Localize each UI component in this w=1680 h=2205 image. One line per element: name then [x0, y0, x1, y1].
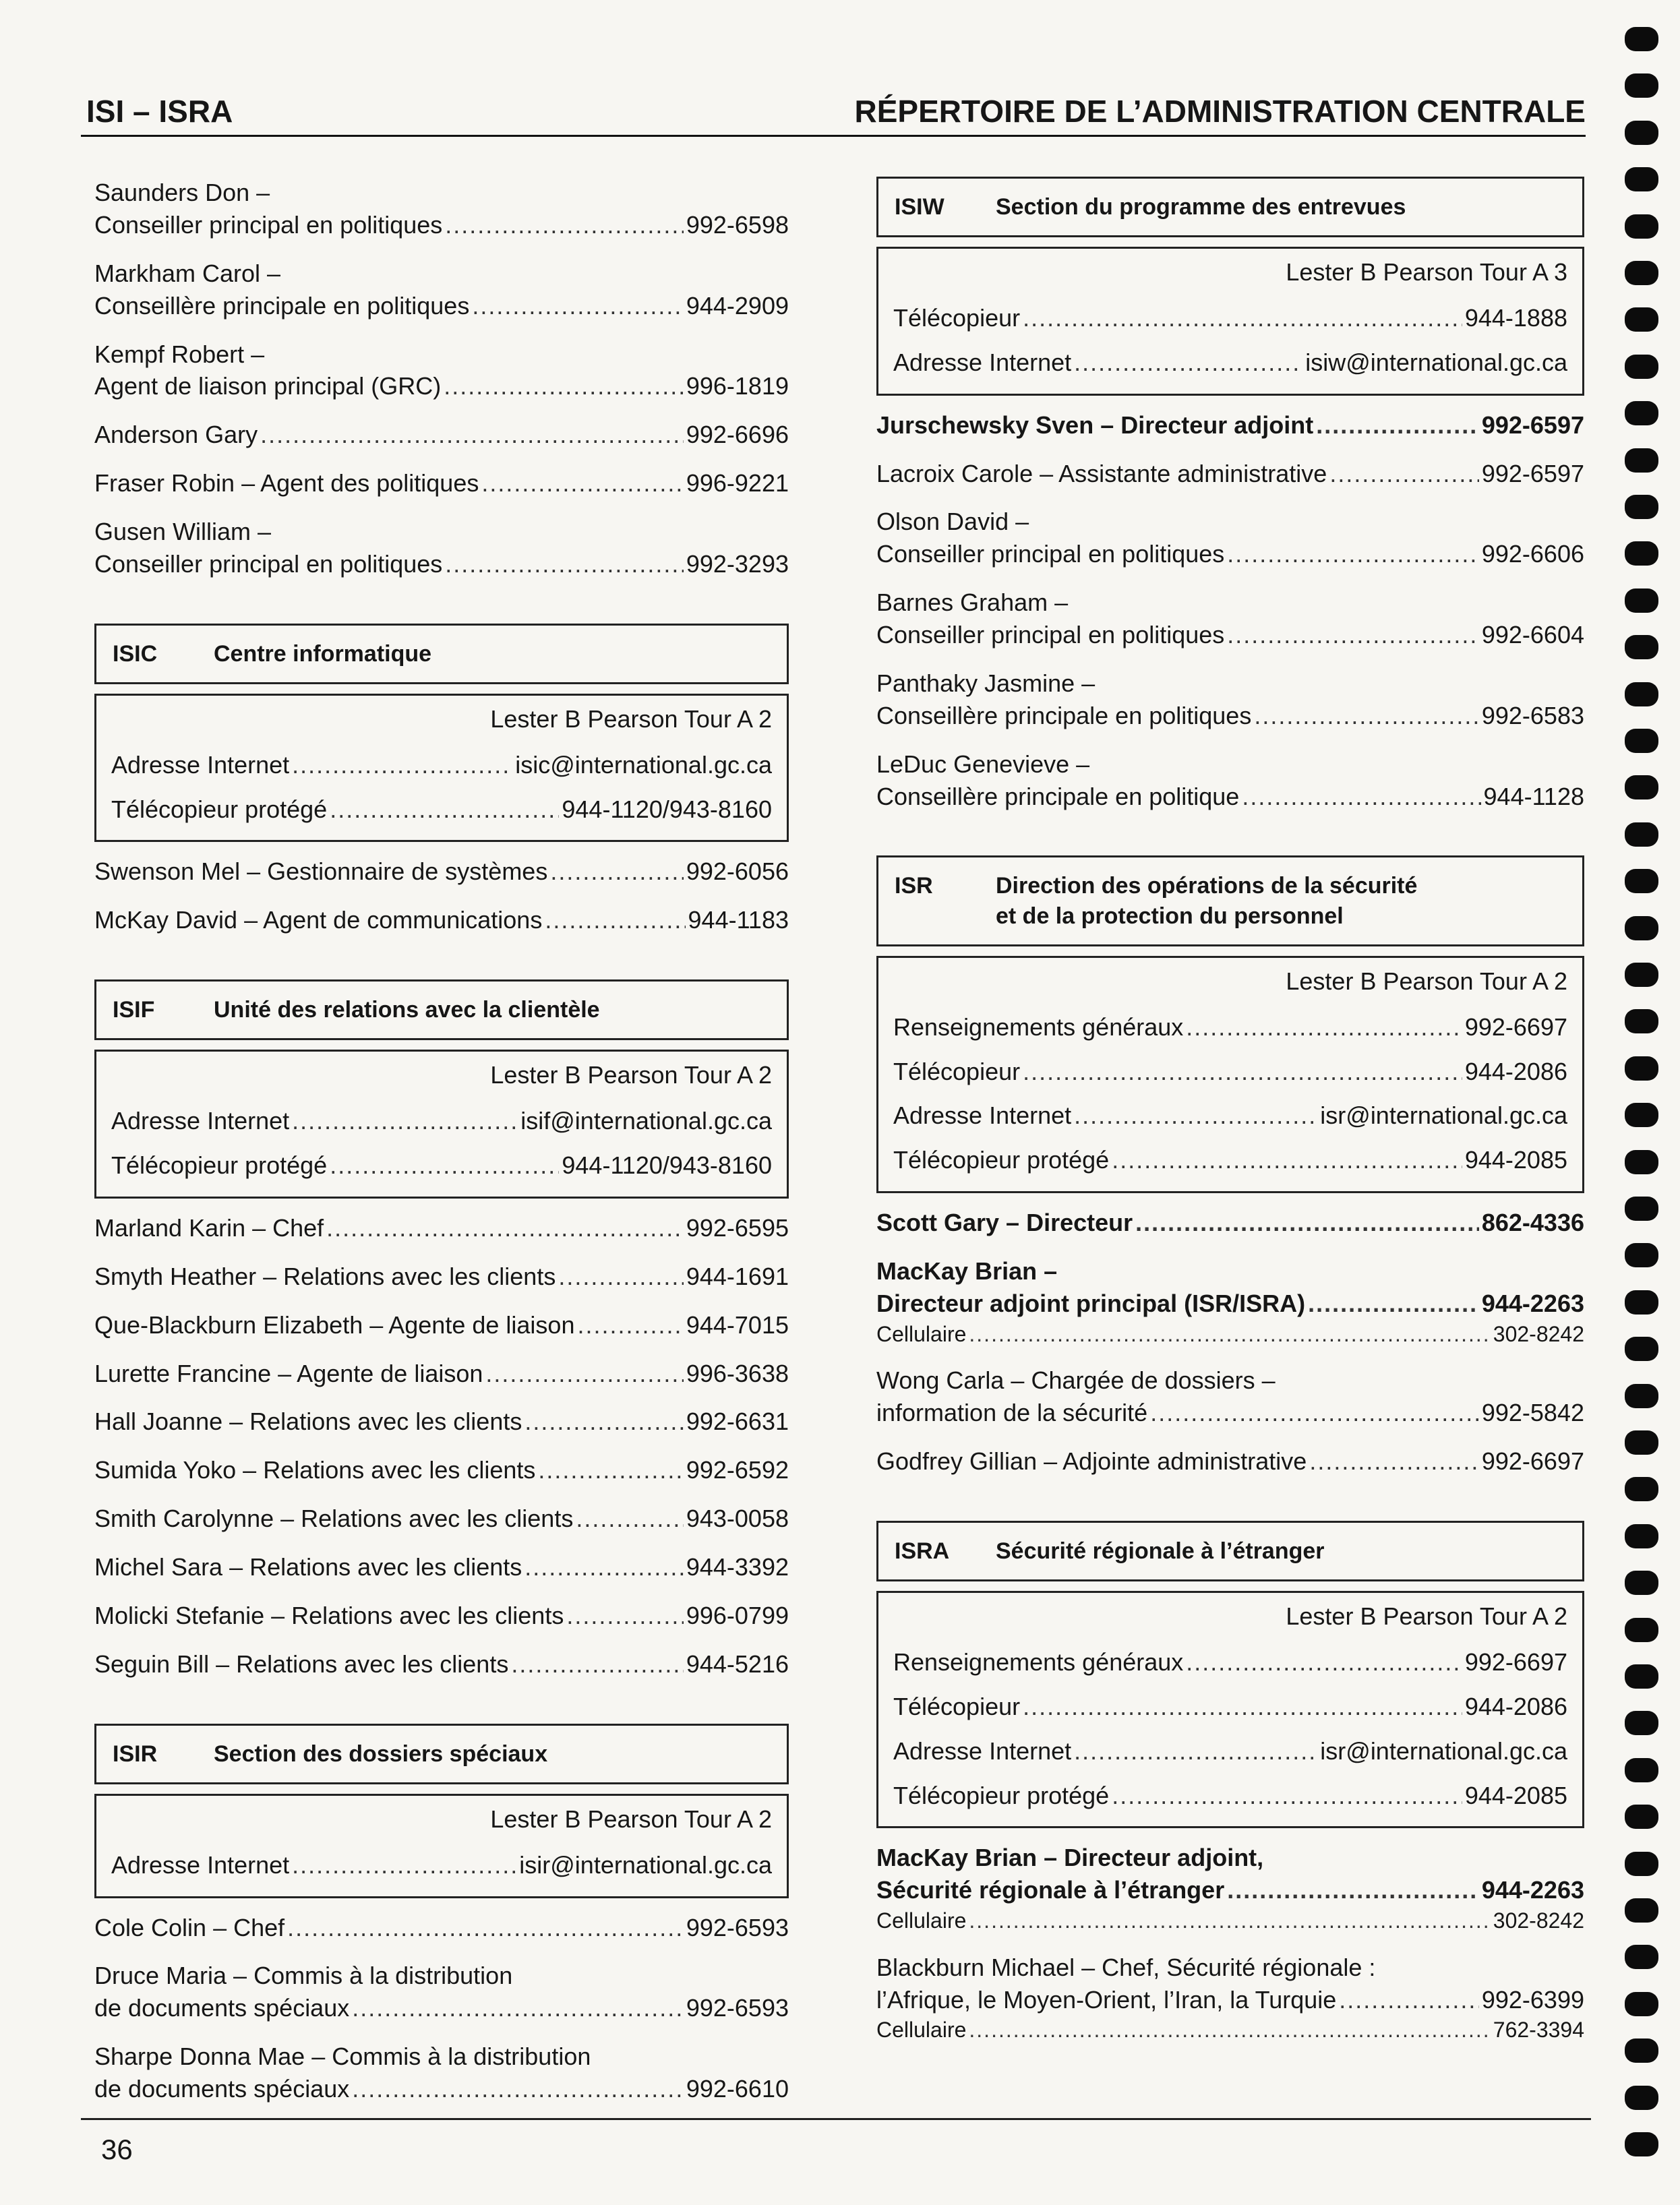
directory-entry: [94, 2041, 789, 2105]
entry-name: Jurschewsky Sven – Directeur adjoint: [876, 411, 1314, 439]
directory-entry-lead: [876, 1207, 1584, 1239]
entry-title: Conseillère principale en politique: [876, 782, 1240, 810]
binding-hole: [1625, 261, 1658, 285]
entry-name: Sharpe Donna Mae – Commis à la distribution: [94, 2043, 591, 2071]
entry-name: Blackburn Michael – Chef, Sécurité régionale :: [876, 1953, 1376, 1981]
binding-hole: [1625, 448, 1658, 473]
binding-hole: [1625, 1290, 1658, 1315]
directory-entry: [94, 1454, 789, 1486]
binding-hole: [1625, 73, 1658, 98]
binding-hole: [1625, 307, 1658, 332]
section-location: Lester B Pearson Tour A 3: [1286, 258, 1567, 286]
page-header: [81, 86, 1586, 137]
binding-hole: [1625, 869, 1658, 893]
section-name: [996, 871, 1566, 930]
entry-name: McKay David – Agent de communications: [94, 906, 543, 934]
fax-number: 944-2085: [1464, 1781, 1567, 1809]
section-code: ISRA: [895, 1538, 950, 1564]
entry-phone: 944-1128: [1483, 782, 1584, 810]
binding-hole: [1625, 355, 1658, 379]
directory-entry: [876, 458, 1584, 490]
binding-hole: [1625, 635, 1658, 659]
entry-name: Scott Gary – Directeur: [876, 1209, 1133, 1237]
binding-hole: [1625, 822, 1658, 847]
binding-hole: [1625, 1852, 1658, 1876]
entry-title: information de la sécurité: [876, 1399, 1148, 1427]
entry-name: Fraser Robin – Agent des politiques: [94, 469, 479, 497]
entry-phone: 944-2909: [686, 291, 789, 320]
directory-entry: [94, 1309, 789, 1341]
info-label: Renseignements généraux: [893, 1013, 1184, 1041]
entry-phone: 862-4336: [1481, 1209, 1584, 1237]
entry-title: Sécurité régionale à l’étranger: [876, 1876, 1225, 1904]
section-header-isic: [94, 624, 789, 684]
fax-number: 944-2085: [1464, 1146, 1567, 1174]
fax-number: 944-2086: [1464, 1692, 1567, 1720]
binding-hole: [1625, 1805, 1658, 1829]
directory-entry: [94, 467, 789, 500]
entry-phone: 944-1691: [686, 1262, 789, 1290]
entry-phone: 944-2263: [1481, 1876, 1584, 1904]
section-info-box-isic: [94, 694, 789, 843]
cell-label: Cellulaire: [876, 2018, 967, 2043]
entry-phone: 992-6595: [686, 1213, 789, 1242]
entry-name: Kempf Robert –: [94, 340, 265, 368]
cell-phone: 762-3394: [1493, 2018, 1584, 2043]
section-name-line: Direction des opérations de la sécurité: [996, 873, 1418, 899]
fax-number: 944-2086: [1464, 1057, 1567, 1085]
section-info-box-isif: [94, 1050, 789, 1199]
page-footer: [81, 2118, 1591, 2165]
entry-phone: 992-3293: [686, 549, 789, 578]
binding-hole: [1625, 401, 1658, 425]
section-header-isiw: [876, 177, 1584, 237]
binding-hole: [1625, 1430, 1658, 1455]
binding-hole: [1625, 541, 1658, 566]
binding-hole: [1625, 963, 1658, 987]
binding-hole: [1625, 1009, 1658, 1033]
binding-hole: [1625, 1337, 1658, 1361]
entry-name: Panthaky Jasmine –: [876, 669, 1096, 697]
section-header-isif: [94, 979, 789, 1040]
directory-entry-lead: [876, 1842, 1584, 1935]
entry-phone: 992-6593: [686, 1994, 789, 2022]
cell-label: Cellulaire: [876, 1908, 967, 1933]
binding-hole: [1625, 916, 1658, 940]
entry-phone: 996-9221: [686, 469, 789, 497]
fax-number: 944-1120/943-8160: [562, 795, 772, 823]
binding-hole: [1625, 729, 1658, 753]
email-link[interactable]: isr@international.gc.ca: [1320, 1101, 1567, 1130]
entry-title: de documents spéciaux: [94, 2075, 350, 2103]
section-location: Lester B Pearson Tour A 2: [1286, 967, 1567, 995]
entry-phone: 996-0799: [686, 1601, 789, 1629]
page-number: 36: [101, 2134, 133, 2165]
entry-title: Conseiller principal en politiques: [876, 540, 1225, 568]
info-label: Adresse Internet: [893, 348, 1072, 376]
entry-phone: 944-5216: [686, 1650, 789, 1678]
entry-name: Sumida Yoko – Relations avec les clients: [94, 1456, 536, 1484]
fax-number: 944-1120/943-8160: [562, 1151, 772, 1180]
section-name: Unité des relations avec la clientèle: [214, 997, 600, 1023]
directory-entry: [876, 748, 1584, 813]
info-label: Renseignements généraux: [893, 1648, 1184, 1676]
section-code: ISIW: [895, 194, 944, 220]
entry-phone: 992-6598: [686, 210, 789, 239]
entry-phone: 944-2263: [1481, 1289, 1584, 1317]
entry-name: Godfrey Gillian – Adjointe administrative: [876, 1447, 1307, 1476]
info-label: Télécopieur: [893, 1057, 1021, 1085]
info-label: Télécopieur protégé: [893, 1146, 1110, 1174]
entry-name: Cole Colin – Chef: [94, 1913, 285, 1941]
section-name: Sécurité régionale à l’étranger: [996, 1538, 1325, 1564]
binding-hole: [1625, 775, 1658, 799]
section-location: Lester B Pearson Tour A 2: [1286, 1602, 1567, 1631]
entry-name: Smith Carolynne – Relations avec les clients: [94, 1505, 574, 1533]
info-label: Adresse Internet: [893, 1101, 1072, 1130]
section-name: Section des dossiers spéciaux: [214, 1741, 548, 1767]
directory-entry-deputy: [876, 1255, 1584, 1348]
entry-phone: 992-6597: [1481, 411, 1584, 439]
binding-hole: [1625, 495, 1658, 519]
entry-phone: 992-5842: [1481, 1399, 1584, 1427]
directory-entry: [876, 586, 1584, 651]
directory-entry: [876, 1952, 1584, 2045]
entry-phone: 944-1183: [688, 906, 789, 934]
binding-hole: [1625, 1945, 1658, 1969]
entry-name: Lurette Francine – Agente de liaison: [94, 1359, 483, 1387]
entry-phone: 992-6610: [686, 2075, 789, 2103]
directory-entry: [94, 1551, 789, 1583]
directory-entry: [94, 419, 789, 451]
directory-entry: [94, 1503, 789, 1535]
binding-hole: [1625, 1477, 1658, 1501]
section-code: ISIC: [113, 640, 158, 667]
section-header-isr: [876, 855, 1584, 946]
entry-name: Markham Carol –: [94, 259, 281, 287]
section-location: Lester B Pearson Tour A 2: [490, 1805, 772, 1833]
entry-name: Molicki Stefanie – Relations avec les clients: [94, 1601, 564, 1629]
email-link[interactable]: isic@international.gc.ca: [515, 750, 772, 779]
directory-entry: [876, 1445, 1584, 1478]
binding-hole: [1625, 2086, 1658, 2110]
directory-entry: [94, 1960, 789, 2024]
directory-title: RÉPERTOIRE DE L’ADMINISTRATION CENTRALE: [854, 94, 1586, 129]
entry-title: de documents spéciaux: [94, 1994, 350, 2022]
section-header-isra: [876, 1521, 1584, 1581]
binding-hole: [1625, 1056, 1658, 1081]
binding-hole: [1625, 588, 1658, 613]
entry-title: Conseiller principal en politiques: [94, 210, 443, 239]
section-range-title: ISI – ISRA: [86, 94, 233, 129]
entry-title: Conseillère principale en politiques: [876, 701, 1252, 729]
entry-name: Anderson Gary: [94, 421, 258, 449]
entry-phone: 992-6696: [686, 421, 789, 449]
cell-phone: 302-8242: [1493, 1321, 1584, 1346]
cell-phone: 302-8242: [1493, 1908, 1584, 1933]
binding-hole: [1625, 1197, 1658, 1221]
entry-name: LeDuc Genevieve –: [876, 750, 1090, 778]
binding-hole: [1625, 1992, 1658, 2016]
directory-entry: [876, 506, 1584, 570]
entry-phone: 992-6631: [686, 1408, 789, 1436]
entry-phone: 992-6399: [1481, 1985, 1584, 2014]
binding-hole: [1625, 1524, 1658, 1548]
entry-title: l’Afrique, le Moyen-Orient, l’Iran, la Turquie: [876, 1985, 1337, 2014]
section-location: Lester B Pearson Tour A 2: [490, 1061, 772, 1089]
entry-phone: 943-0058: [686, 1505, 789, 1533]
section-info-box-isiw: [876, 247, 1584, 396]
info-label: Télécopieur protégé: [111, 1151, 328, 1180]
section-code: ISIF: [113, 997, 155, 1023]
entry-name: Michel Sara – Relations avec les clients: [94, 1553, 522, 1581]
section-info-box-isir: [94, 1794, 789, 1898]
directory-entry: [94, 904, 789, 936]
binding-hole: [1625, 1898, 1658, 1923]
binding-hole: [1625, 214, 1658, 239]
directory-entry: [876, 667, 1584, 732]
binding-hole: [1625, 1758, 1658, 1782]
entry-name: Hall Joanne – Relations avec les clients: [94, 1408, 522, 1436]
info-label: Télécopieur protégé: [111, 795, 328, 823]
binding-hole: [1625, 1618, 1658, 1642]
binding-hole: [1625, 1664, 1658, 1689]
entry-name: Saunders Don –: [94, 179, 270, 206]
entry-phone: 992-6056: [686, 857, 789, 886]
info-label: Adresse Internet: [111, 750, 290, 779]
directory-entry: [94, 1600, 789, 1632]
directory-entry: [94, 1406, 789, 1438]
section-header-isir: [94, 1724, 789, 1784]
info-label: Adresse Internet: [893, 1736, 1072, 1765]
entry-phone: 944-7015: [686, 1310, 789, 1339]
general-info-phone: 992-6697: [1464, 1648, 1567, 1676]
binding-hole: [1625, 1384, 1658, 1408]
entry-name: Seguin Bill – Relations avec les clients: [94, 1650, 509, 1678]
section-name-line: et de la protection du personnel: [996, 903, 1344, 929]
binding-hole: [1625, 1571, 1658, 1595]
entry-name: MacKay Brian –: [876, 1257, 1058, 1286]
entry-title: Agent de liaison principal (GRC): [94, 372, 442, 400]
entry-phone: 992-6583: [1481, 701, 1584, 729]
binding-hole: [1625, 2038, 1658, 2063]
entry-phone: 996-1819: [686, 372, 789, 400]
entry-name: Marland Karin – Chef: [94, 1213, 324, 1242]
info-label: Télécopieur: [893, 1692, 1021, 1720]
binding-hole: [1625, 2132, 1658, 2156]
info-label: Adresse Internet: [111, 1850, 290, 1879]
left-column: [94, 177, 789, 2121]
email-link[interactable]: isif@international.gc.ca: [520, 1107, 772, 1135]
right-column: [876, 177, 1584, 2061]
binding-hole: [1625, 1103, 1658, 1127]
email-link[interactable]: isir@international.gc.ca: [519, 1850, 772, 1879]
directory-entry: [94, 516, 789, 580]
entry-phone: 996-3638: [686, 1359, 789, 1387]
section-info-box-isr: [876, 956, 1584, 1193]
entry-name: Wong Carla – Chargée de dossiers –: [876, 1366, 1276, 1395]
info-label: Télécopieur: [893, 303, 1021, 332]
entry-name: Que-Blackburn Elizabeth – Agente de liaison: [94, 1310, 575, 1339]
directory-entry: [876, 1364, 1584, 1429]
directory-entry: [94, 1358, 789, 1390]
entry-phone: 992-6606: [1481, 540, 1584, 568]
binding-hole: [1625, 1150, 1658, 1174]
directory-entry: [94, 855, 789, 888]
directory-entry: [94, 1212, 789, 1244]
entry-name: MacKay Brian – Directeur adjoint,: [876, 1844, 1264, 1872]
binding-hole: [1625, 167, 1658, 191]
entry-phone: 992-6597: [1481, 459, 1584, 487]
entry-name: Druce Maria – Commis à la distribution: [94, 1962, 513, 1990]
directory-entry: [94, 177, 789, 241]
entry-phone: 992-6604: [1481, 621, 1584, 649]
info-label: Adresse Internet: [111, 1107, 290, 1135]
entry-phone: 992-6592: [686, 1456, 789, 1484]
fax-number: 944-1888: [1464, 303, 1567, 332]
entry-name: Lacroix Carole – Assistante administrative: [876, 459, 1327, 487]
directory-entry-lead: [876, 409, 1584, 442]
entry-name: Smyth Heather – Relations avec les clients: [94, 1262, 556, 1290]
binding-hole: [1625, 121, 1658, 145]
general-info-phone: 992-6697: [1464, 1013, 1567, 1041]
entry-name: Swenson Mel – Gestionnaire de systèmes: [94, 857, 548, 886]
entry-phone: 944-3392: [686, 1553, 789, 1581]
entry-title: Conseiller principal en politiques: [876, 621, 1225, 649]
directory-entry: [94, 338, 789, 403]
section-info-box-isra: [876, 1591, 1584, 1828]
email-link[interactable]: isiw@international.gc.ca: [1305, 348, 1567, 376]
binding-hole: [1625, 27, 1658, 51]
entry-name: Gusen William –: [94, 518, 272, 545]
cell-label: Cellulaire: [876, 1321, 967, 1346]
section-name: Section du programme des entrevues: [996, 194, 1406, 220]
entry-phone: 992-6697: [1481, 1447, 1584, 1476]
binding-hole: [1625, 1711, 1658, 1735]
binding-hole: [1625, 682, 1658, 706]
binding-hole: [1625, 1243, 1658, 1267]
section-code: ISR: [895, 873, 933, 899]
entry-phone: 992-6593: [686, 1913, 789, 1941]
entry-title: Conseiller principal en politiques: [94, 549, 443, 578]
section-code: ISIR: [113, 1741, 158, 1767]
directory-entry: [94, 1261, 789, 1293]
directory-entry: [94, 1648, 789, 1681]
directory-entry: [94, 258, 789, 322]
directory-entry: [94, 1912, 789, 1944]
entry-name: Barnes Graham –: [876, 588, 1069, 617]
email-link[interactable]: isr@international.gc.ca: [1320, 1736, 1567, 1765]
section-name: Centre informatique: [214, 640, 432, 667]
entry-title: Directeur adjoint principal (ISR/ISRA): [876, 1289, 1306, 1317]
section-location: Lester B Pearson Tour A 2: [490, 704, 772, 733]
entry-title: Conseillère principale en politiques: [94, 291, 470, 320]
info-label: Télécopieur protégé: [893, 1781, 1110, 1809]
entry-name: Olson David –: [876, 508, 1029, 536]
